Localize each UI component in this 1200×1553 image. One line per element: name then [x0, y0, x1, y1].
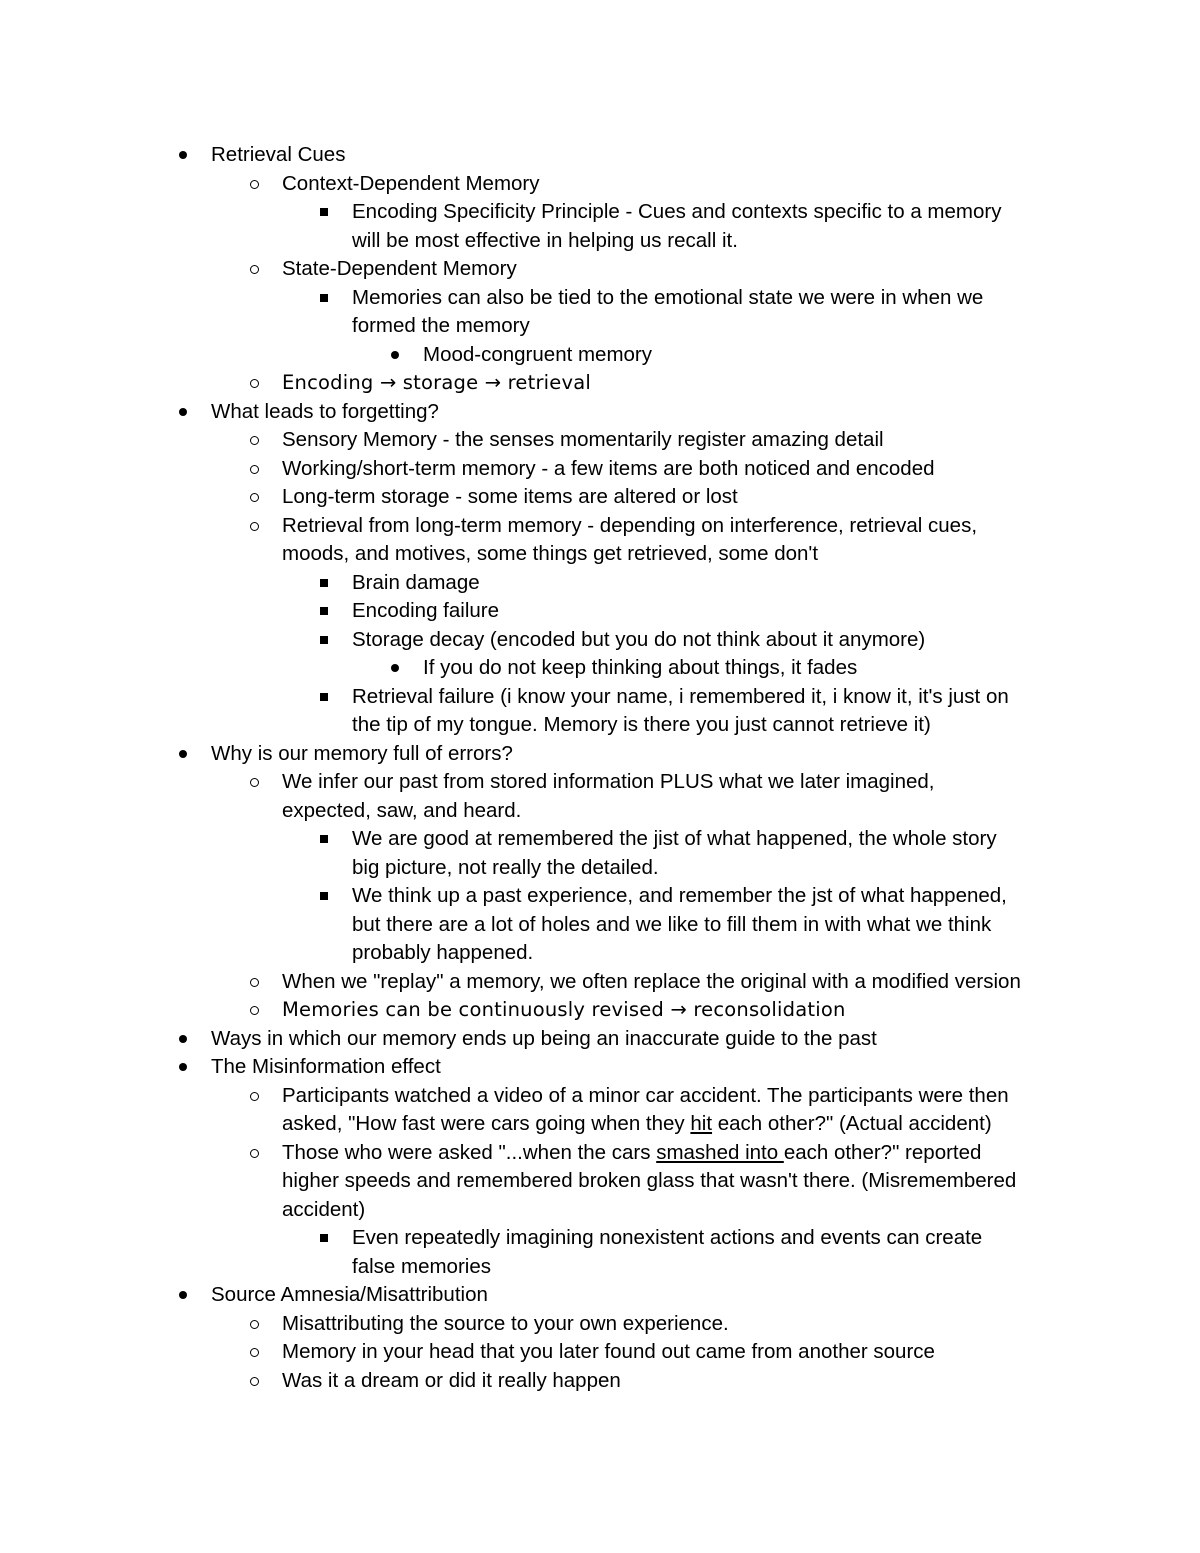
- list-item-text: accident): [282, 1197, 366, 1221]
- text-run: each other?" reported: [783, 1140, 982, 1164]
- list-item-text: The Misinformation effect: [211, 1055, 441, 1078]
- list-item-text: Long-term storage - some items are altered or lost: [282, 485, 738, 508]
- underlined-text: smashed into: [656, 1140, 784, 1164]
- hollow-bullet-icon: [247, 255, 261, 283]
- list-item-text: State-Dependent Memory: [282, 257, 517, 280]
- square-bullet-icon: [317, 683, 331, 711]
- list-item-text: higher speeds and remembered broken glass that wasn't there. (Misremembered: [282, 1169, 1017, 1192]
- filled-bullet-icon: [176, 141, 190, 169]
- list-item-text: false memories: [352, 1254, 491, 1278]
- hollow-bullet-icon: [247, 968, 261, 996]
- text-run: asked, "How fast were cars going when they: [282, 1112, 691, 1135]
- list-item-text: will be most effective in helping us recall it.: [352, 228, 738, 252]
- list-item-text: We are good at remembered the jist of what happened, the whole story: [352, 827, 997, 850]
- hollow-bullet-icon: [247, 768, 261, 796]
- hollow-bullet-icon: [247, 170, 261, 198]
- text-run: Those who were asked "...when the cars: [282, 1140, 657, 1164]
- hollow-bullet-icon: [247, 426, 261, 454]
- list-item-text: Brain damage: [352, 570, 480, 594]
- list-item-text: but there are a lot of holes and we like to fill them in with what we think: [352, 912, 992, 936]
- list-item-text: Context-Dependent Memory: [282, 171, 540, 195]
- list-item-text: Source Amnesia/Misattribution: [211, 1283, 488, 1306]
- list-item-text: the tip of my tongue. Memory is there you just cannot retrieve it): [352, 713, 931, 736]
- hollow-bullet-icon: [247, 512, 261, 540]
- list-item-text: Encoding → storage → retrieval: [282, 371, 591, 394]
- filled-bullet-icon: [176, 398, 190, 426]
- filled-bullet-icon: [388, 654, 402, 682]
- square-bullet-icon: [317, 569, 331, 597]
- list-item-text: Memory in your head that you later found out came from another source: [282, 1340, 935, 1363]
- underlined-text: hit: [690, 1112, 713, 1135]
- square-bullet-icon: [317, 882, 331, 910]
- list-item-text: Ways in which our memory ends up being an inaccurate guide to the past: [211, 1026, 877, 1050]
- list-item-text: Retrieval from long-term memory - depending on interference, retrieval cues,: [282, 513, 978, 537]
- list-item-text: Retrieval Cues: [211, 143, 346, 166]
- list-item-text: big picture, not really the detailed.: [352, 855, 659, 879]
- square-bullet-icon: [317, 284, 331, 312]
- square-bullet-icon: [317, 198, 331, 226]
- square-bullet-icon: [317, 597, 331, 625]
- list-item-text: We think up a past experience, and remember the jst of what happened,: [352, 884, 1007, 907]
- list-item-text: Misattributing the source to your own experience.: [282, 1311, 729, 1335]
- square-bullet-icon: [317, 1224, 331, 1252]
- filled-bullet-icon: [176, 740, 190, 768]
- list-item-text: probably happened.: [352, 941, 534, 964]
- list-item-text: [282, 1110, 992, 1138]
- list-item-text: Participants watched a video of a minor car accident. The participants were then: [282, 1083, 1009, 1107]
- text-run: each other?" (Actual accident): [712, 1112, 992, 1135]
- list-item-text: Encoding failure: [352, 599, 500, 622]
- list-item-text: What leads to forgetting?: [211, 399, 439, 423]
- list-item-text: Memories can be continuously revised → reconsolidation: [282, 998, 846, 1021]
- list-item-text: Even repeatedly imagining nonexistent actions and events can create: [352, 1226, 983, 1249]
- hollow-bullet-icon: [247, 1367, 261, 1395]
- filled-bullet-icon: [388, 341, 402, 369]
- list-item-text: Encoding Specificity Principle - Cues and contexts specific to a memory: [352, 200, 1002, 223]
- hollow-bullet-icon: [247, 1082, 261, 1110]
- hollow-bullet-icon: [247, 369, 261, 397]
- list-item-text: expected, saw, and heard.: [282, 798, 522, 822]
- list-item-text: Storage decay (encoded but you do not think about it anymore): [352, 627, 926, 651]
- list-item-text: [282, 1139, 981, 1167]
- filled-bullet-icon: [176, 1053, 190, 1081]
- filled-bullet-icon: [176, 1281, 190, 1309]
- list-item-text: moods, and motives, some things get retrieved, some don't: [282, 542, 819, 565]
- hollow-bullet-icon: [247, 1338, 261, 1366]
- list-item-text: When we "replay" a memory, we often replace the original with a modified version: [282, 969, 1021, 993]
- hollow-bullet-icon: [247, 1310, 261, 1338]
- list-item-text: Working/short-term memory - a few items are both noticed and encoded: [282, 456, 935, 480]
- list-item-text: Was it a dream or did it really happen: [282, 1368, 621, 1392]
- square-bullet-icon: [317, 626, 331, 654]
- list-item-text: Mood-congruent memory: [423, 342, 653, 366]
- list-item-text: If you do not keep thinking about things, it fades: [423, 656, 858, 679]
- hollow-bullet-icon: [247, 483, 261, 511]
- filled-bullet-icon: [176, 1025, 190, 1053]
- list-item-text: We infer our past from stored information PLUS what we later imagined,: [282, 770, 935, 793]
- list-item-text: Retrieval failure (i know your name, i remembered it, i know it, it's just on: [352, 684, 1009, 708]
- hollow-bullet-icon: [247, 996, 261, 1024]
- list-item-text: formed the memory: [352, 314, 530, 337]
- square-bullet-icon: [317, 825, 331, 853]
- list-item-text: Why is our memory full of errors?: [211, 741, 513, 765]
- list-item-text: Sensory Memory - the senses momentarily register amazing detail: [282, 428, 884, 451]
- hollow-bullet-icon: [247, 1139, 261, 1167]
- list-item-text: Memories can also be tied to the emotional state we were in when we: [352, 285, 984, 309]
- hollow-bullet-icon: [247, 455, 261, 483]
